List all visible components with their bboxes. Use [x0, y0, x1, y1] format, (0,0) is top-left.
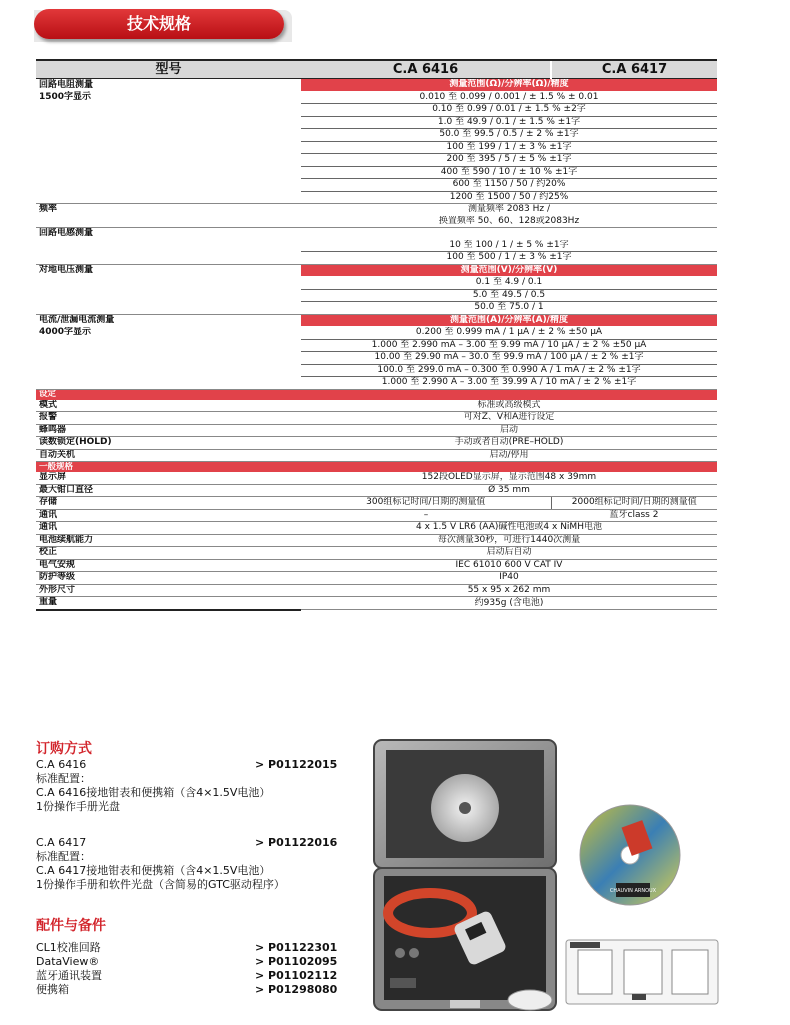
- order-detail: 标准配置：: [36, 772, 91, 785]
- general-label: 校正: [36, 547, 301, 560]
- table-row: [36, 252, 717, 265]
- storage-value-a: 300组标记时间/日期的测量值: [301, 497, 551, 510]
- calibration-loop-image: [564, 938, 720, 1006]
- table-row: [36, 154, 717, 167]
- resistance-value: 400 至 590 / 10 / ± 10 % ±1字: [301, 166, 717, 179]
- table-row: [36, 129, 717, 142]
- current-value: 100.0 至 299.0 mA – 0.300 至 0.990 A / 1 mA / ± 2 % ±1字: [301, 364, 717, 377]
- ordering-heading: 订购方式: [36, 741, 92, 757]
- voltage-value: 5.0 至 49.5 / 0.5: [301, 289, 717, 302]
- carrying-case-image: [370, 738, 560, 1018]
- current-value: 10.00 至 29.90 mA – 30.0 至 99.9 mA / 100 μA / ± 2 % ±1字: [301, 352, 717, 365]
- table-row: [36, 240, 717, 252]
- general-value: 约935g (含电池): [301, 597, 717, 610]
- storage-value-b: 2000组标记时间/日期的测量值: [551, 497, 717, 510]
- resistance-header: 测量范围(Ω)/分辨率(Ω)/精度: [301, 79, 717, 92]
- comm-value-b: 蓝牙class 2: [551, 509, 717, 522]
- table-row: [36, 277, 717, 290]
- general-value: 每次测量30秒，可进行1440次测量: [301, 534, 717, 547]
- order-detail: C.A 6416接地钳表和便携箱（含4×1.5V电池）: [36, 786, 271, 799]
- setting-value: 启动/停用: [301, 449, 717, 462]
- setting-value: 手动或者自动(PRE–HOLD): [301, 437, 717, 450]
- resistance-value: 0.010 至 0.099 / 0.001 / ± 1.5 % ± 0.01: [301, 91, 717, 104]
- accessories-list: [36, 941, 356, 997]
- frequency-value-2: 换置频率 50、60、128或2083Hz: [301, 216, 717, 228]
- storage-label: 存储: [36, 497, 301, 510]
- page-title: 技术规格: [34, 9, 284, 39]
- table-row: [36, 400, 717, 412]
- order-item: [36, 836, 356, 850]
- resistance-value: 0.10 至 0.99 / 0.01 / ± 1.5 % ±2字: [301, 104, 717, 117]
- current-value: 1.000 至 2.990 A – 3.00 至 39.99 A / 10 mA / ± 2 % ±1字: [301, 377, 717, 390]
- software-cd-image: [578, 803, 682, 907]
- accessory-name: 便携箱: [36, 983, 69, 996]
- general-label: 电池续航能力: [36, 534, 301, 547]
- general-label: 防护等级: [36, 572, 301, 585]
- frequency-value-1: 测量频率 2083 Hz /: [467, 204, 550, 215]
- display-value: 152段OLED显示屏，显示范围48 x 39mm: [301, 472, 717, 484]
- setting-value: 可对Z、V和A进行设定: [301, 412, 717, 425]
- table-row: [36, 584, 717, 597]
- inductance-label: 回路电感测量: [39, 228, 94, 239]
- accessory-name: DataView®: [36, 955, 100, 968]
- comm-value-a: –: [301, 509, 551, 522]
- table-row: [36, 509, 717, 522]
- table-row: [36, 264, 717, 277]
- general-label: 通讯: [36, 522, 301, 535]
- jaw-label: 最大钳口直径: [36, 484, 301, 497]
- spec-table: [36, 59, 717, 611]
- table-row: [36, 204, 717, 216]
- table-row: [36, 559, 717, 572]
- voltage-value: 50.0 至 75.0 / 1: [301, 302, 717, 315]
- table-row: [36, 597, 717, 610]
- accessory-code: > P01298080: [255, 983, 338, 996]
- table-row: [36, 572, 717, 585]
- setting-value: 标准或高级模式: [301, 400, 717, 412]
- cd-brand-label: CHAUVIN ARNOUX: [609, 888, 657, 894]
- table-row: [36, 424, 717, 437]
- general-label: 外形尺寸: [36, 584, 301, 597]
- order-detail: C.A 6417接地钳表和便携箱（含4×1.5V电池）: [36, 864, 271, 877]
- accessory-item: [36, 983, 356, 997]
- ordering-list: [36, 758, 356, 892]
- current-value: 1.000 至 2.990 mA – 3.00 至 9.99 mA / 10 μA / ± 2 % ±50 μA: [301, 339, 717, 352]
- current-header: 测量范围(A)/分辨率(A)/精度: [301, 314, 717, 327]
- resistance-value: 100 至 199 / 1 / ± 3 % ±1字: [301, 141, 717, 154]
- accessory-item: [36, 955, 356, 969]
- setting-label: 自动关机: [36, 449, 301, 462]
- general-value: IP40: [301, 572, 717, 585]
- table-row: [36, 289, 717, 302]
- order-detail: 1份操作手册和软件光盘（含简易的GTC驱动程序）: [36, 878, 285, 891]
- inductance-value: 100 至 500 / 1 / ± 3 % ±1字: [301, 252, 717, 265]
- setting-value: 启动: [301, 424, 717, 437]
- resistance-sublabel: 1500字显示: [39, 91, 92, 102]
- accessory-name: CL1校准回路: [36, 941, 101, 954]
- jaw-value: Ø 35 mm: [301, 484, 717, 497]
- table-row: [36, 547, 717, 560]
- table-row: [36, 314, 717, 327]
- table-row: [36, 484, 717, 497]
- order-item-name: C.A 6416: [36, 758, 87, 771]
- general-value: IEC 61010 600 V CAT IV: [301, 559, 717, 572]
- resistance-value: 1.0 至 49.9 / 0.1 / ± 1.5 % ±1字: [301, 116, 717, 129]
- table-row: [36, 352, 717, 365]
- table-row: [36, 179, 717, 192]
- table-header-row: [36, 60, 717, 79]
- general-label: 重量: [36, 597, 301, 610]
- model-b: C.A 6417: [551, 60, 717, 79]
- table-row: [36, 228, 717, 240]
- table-row: [36, 141, 717, 154]
- voltage-value: 0.1 至 4.9 / 0.1: [301, 277, 717, 290]
- accessory-code: > P01102095: [255, 955, 338, 968]
- table-row: [36, 166, 717, 179]
- resistance-value: 1200 至 1500 / 50 / 约25%: [301, 191, 717, 204]
- order-item-name: C.A 6417: [36, 836, 87, 849]
- table-row: [36, 472, 717, 484]
- order-detail: 标准配置：: [36, 850, 91, 863]
- model-a: C.A 6416: [301, 60, 551, 79]
- resistance-label: 回路电阻测量: [39, 79, 94, 90]
- table-row: [36, 302, 717, 315]
- general-label: 电气安规: [36, 559, 301, 572]
- accessory-item: [36, 969, 356, 983]
- section-settings: [36, 389, 717, 400]
- table-row: [36, 449, 717, 462]
- table-row: [36, 104, 717, 117]
- table-row: [36, 339, 717, 352]
- section-settings-label: 设定: [36, 389, 717, 400]
- resistance-value: 50.0 至 99.5 / 0.5 / ± 2 % ±1字: [301, 129, 717, 142]
- table-row: [36, 327, 717, 340]
- current-value: 0.200 至 0.999 mA / 1 μA / ± 2 % ±50 μA: [301, 327, 717, 340]
- setting-label: 蜂鸣器: [36, 424, 301, 437]
- accessory-code: > P01102112: [255, 969, 338, 982]
- order-detail: 1份操作手册光盘: [36, 800, 120, 813]
- setting-label: 模式: [36, 400, 301, 412]
- order-item-code: > P01122016: [255, 836, 338, 849]
- table-row: [36, 364, 717, 377]
- setting-label: 报警: [36, 412, 301, 425]
- display-label: 显示屏: [36, 472, 301, 484]
- accessories-heading: 配件与备件: [36, 918, 106, 934]
- table-row: [36, 377, 717, 390]
- order-item-code: > P01122015: [255, 758, 338, 771]
- table-row: [36, 79, 717, 92]
- comm-label: 通讯: [36, 509, 301, 522]
- section-general: [36, 462, 717, 473]
- table-row: [36, 437, 717, 450]
- table-row: [36, 191, 717, 204]
- table-row: [36, 116, 717, 129]
- table-row: [36, 497, 717, 510]
- table-row: [36, 522, 717, 535]
- general-value: 55 x 95 x 262 mm: [301, 584, 717, 597]
- setting-label: 读数锁定(HOLD): [36, 437, 301, 450]
- section-general-label: 一般规格: [36, 462, 717, 473]
- voltage-label: 对地电压测量: [39, 265, 94, 275]
- table-row: [36, 534, 717, 547]
- current-label: 电流/泄漏电流测量: [39, 315, 115, 325]
- current-sublabel: 4000字显示: [39, 327, 92, 338]
- voltage-header: 测量范围(V)/分辨率(V): [301, 264, 717, 277]
- model-label: 型号: [36, 60, 301, 79]
- accessory-code: > P01122301: [255, 941, 338, 954]
- general-value: 启动后自动: [301, 547, 717, 560]
- resistance-value: 600 至 1150 / 50 / 约20%: [301, 179, 717, 192]
- table-row: [36, 412, 717, 425]
- table-row: [36, 91, 717, 104]
- table-row: [36, 216, 717, 228]
- accessory-name: 蓝牙通讯装置: [36, 969, 102, 982]
- inductance-value: 10 至 100 / 1 / ± 5 % ±1字: [301, 240, 717, 252]
- general-value: 4 x 1.5 V LR6 (AA)碱性电池或4 x NiMH电池: [301, 522, 717, 535]
- accessory-item: [36, 941, 356, 955]
- resistance-value: 200 至 395 / 5 / ± 5 % ±1字: [301, 154, 717, 167]
- order-item: [36, 758, 356, 772]
- frequency-label: 频率: [39, 204, 58, 215]
